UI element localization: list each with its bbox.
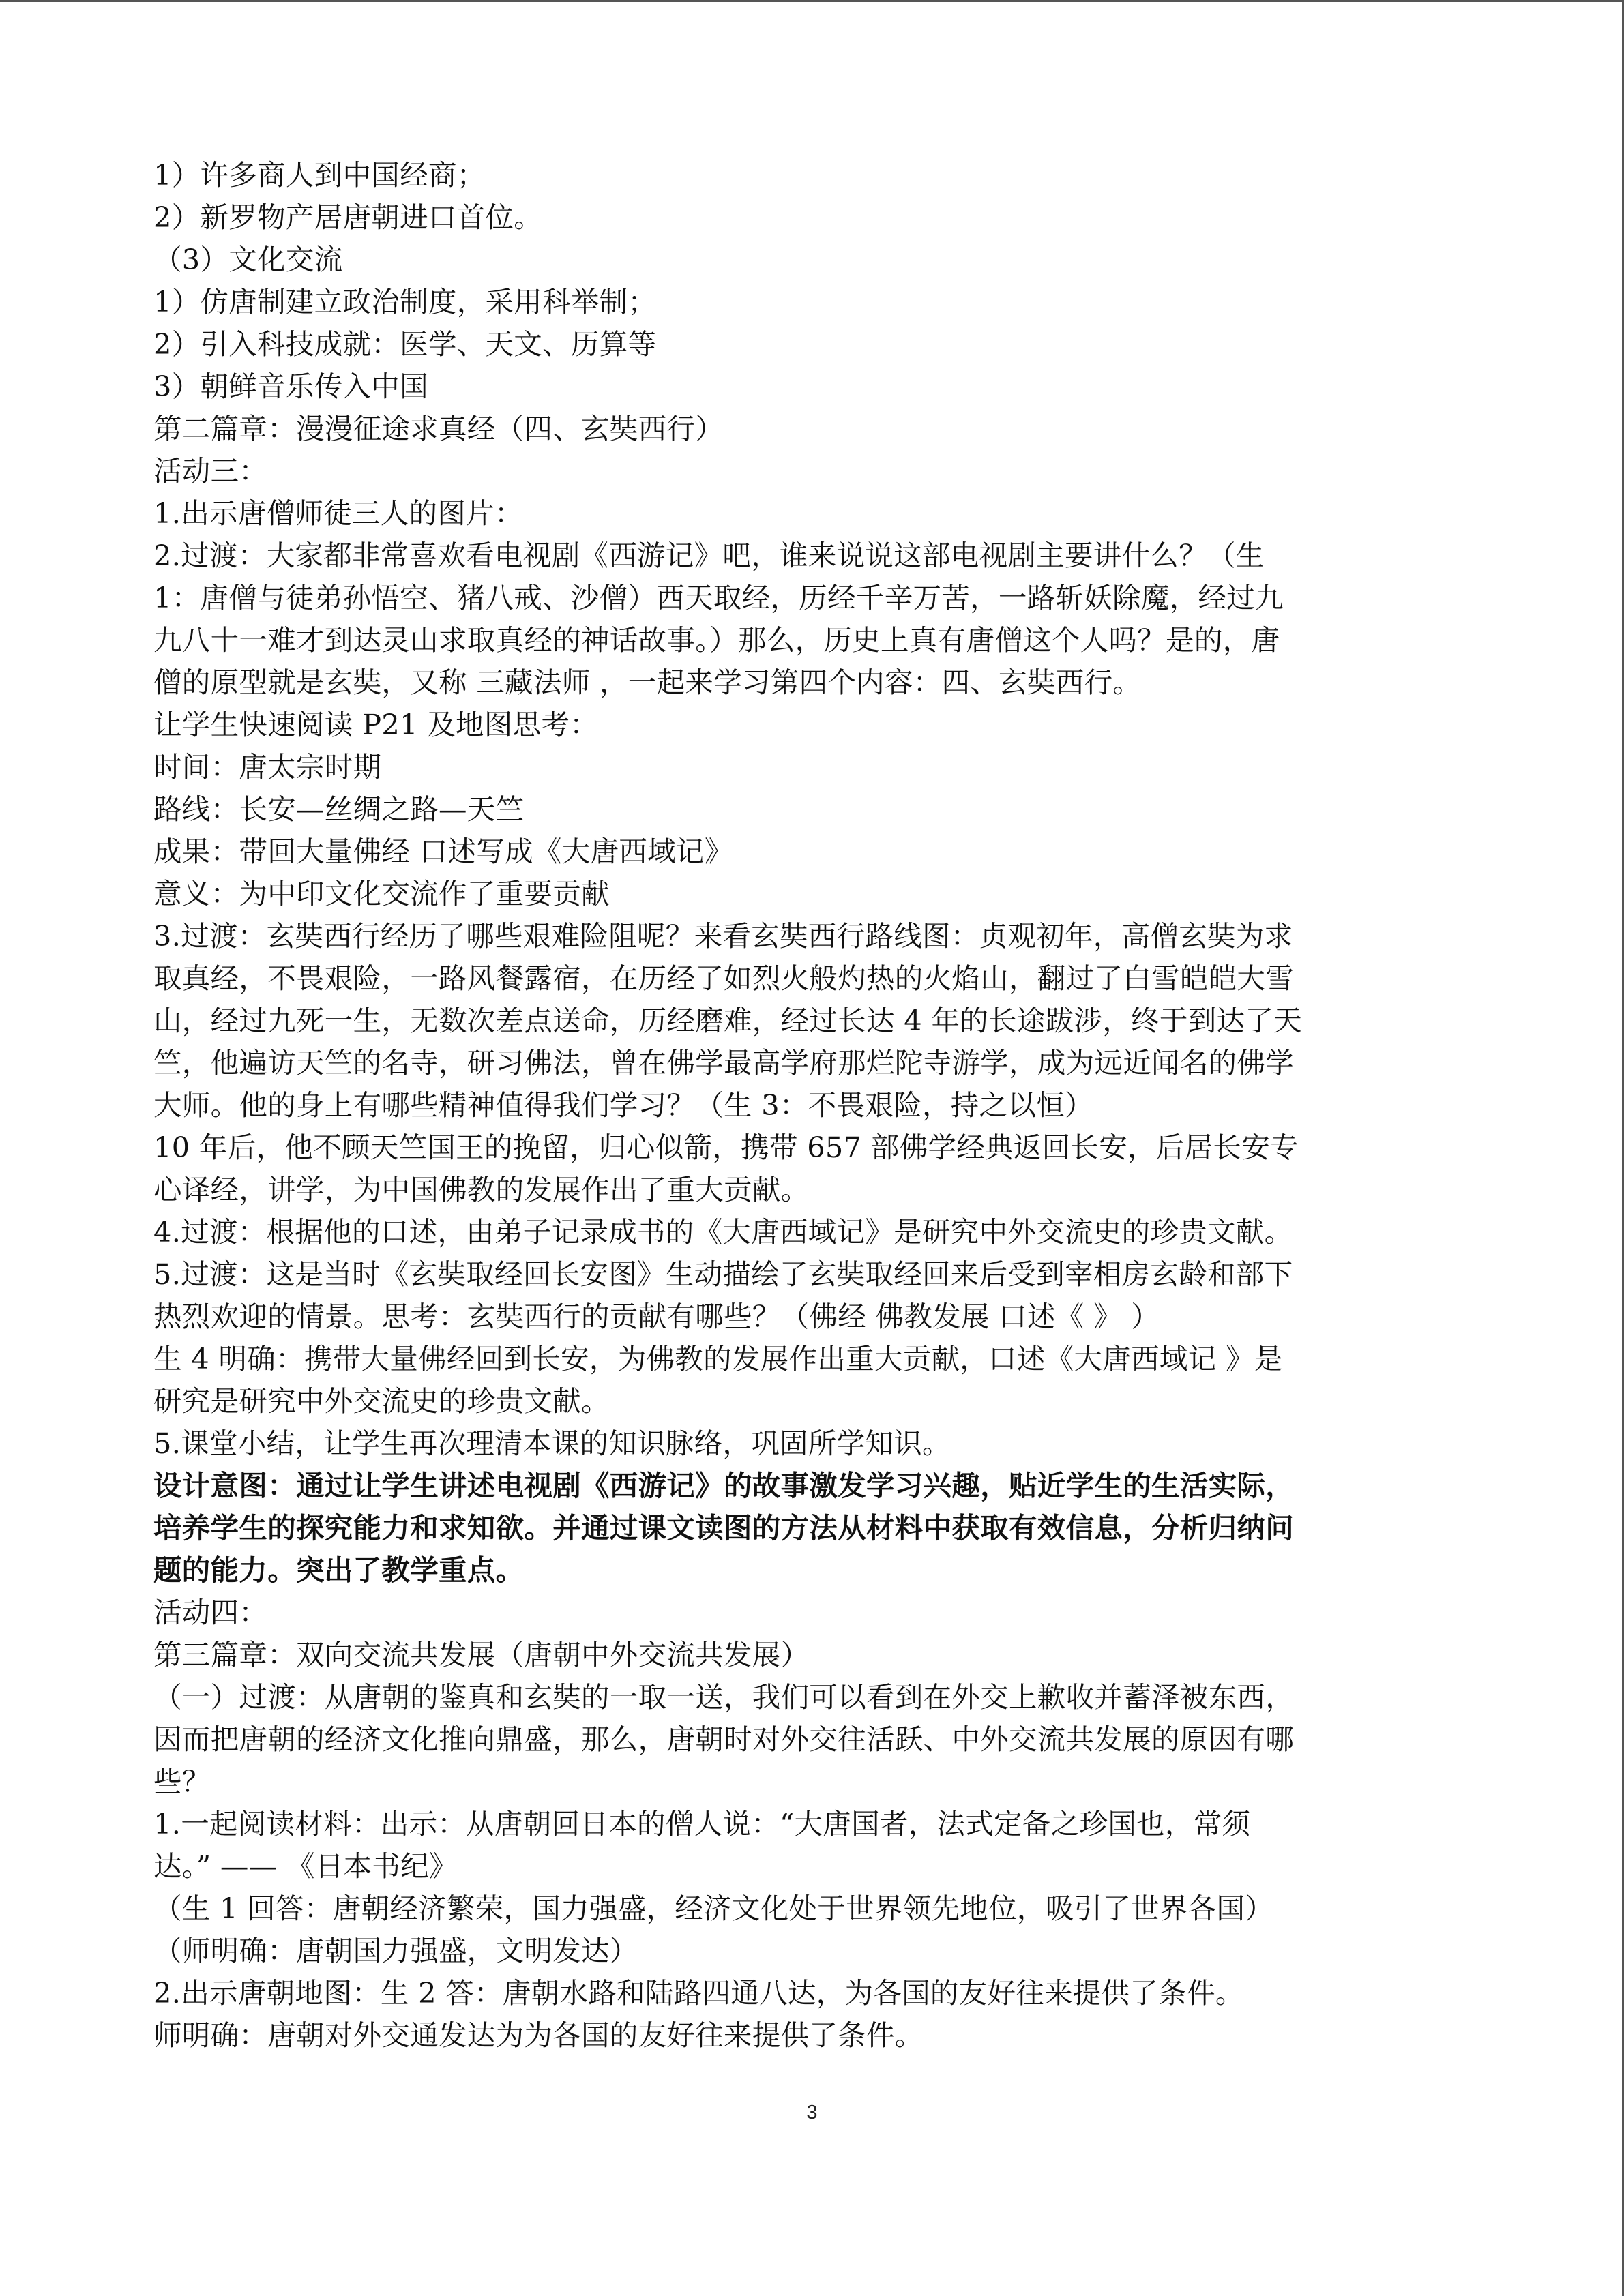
text-line: 2）引入科技成就：医学、天文、历算等 (153, 327, 657, 361)
text-line: 大师。他的身上有哪些精神值得我们学习？（生 3：不畏艰险，持之以恒） (153, 1088, 1093, 1122)
text-line: 研究是研究中外交流史的珍贵文献。 (153, 1384, 610, 1418)
document-body (153, 154, 1471, 2057)
text-line: 九八十一难才到达灵山求取真经的神话故事。）那么，历史上真有唐僧这个人吗？是的，唐 (153, 623, 1280, 657)
text-line: 路线：长安—丝绸之路—天竺 (153, 792, 525, 826)
text-line: 第三篇章：双向交流共发展（唐朝中外交流共发展） (153, 1638, 810, 1671)
page-top-border (0, 0, 1624, 2)
text-line: 心译经，讲学，为中国佛教的发展作出了重大贡献。 (153, 1173, 810, 1206)
text-line: （一）过渡：从唐朝的鉴真和玄奘的一取一送，我们可以看到在外交上歉收并蓄泽被东西， (153, 1680, 1295, 1714)
text-line: 10 年后，他不顾天竺国王的挽留，归心似箭，携带 657 部佛学经典返回长安，后居长安专 (153, 1131, 1299, 1164)
text-line: 1.出示唐僧师徒三人的图片： (153, 496, 523, 530)
text-line: 意义：为中印文化交流作了重要贡献 (153, 877, 610, 910)
text-line: 竺，他遍访天竺的名寺，研习佛法，曾在佛学最高学府那烂陀寺游学，成为远近闻名的佛学 (153, 1046, 1295, 1079)
text-line: 1.一起阅读材料：出示：从唐朝回日本的僧人说：“大唐国者，法式定备之珍国也，常须 (153, 1807, 1251, 1840)
text-line: 师明确：唐朝对外交通发达为为各国的友好往来提供了条件。 (153, 2018, 924, 2052)
text-line: 因而把唐朝的经济文化推向鼎盛，那么，唐朝时对外交往活跃、中外交流共发展的原因有哪 (153, 1723, 1295, 1756)
text-line: 3）朝鲜音乐传入中国 (153, 370, 428, 403)
text-line: 达。” —— 《日本书纪》 (153, 1849, 458, 1883)
text-line: 僧的原型就是玄奘，又称 三藏法师 ，一起来学习第四个内容：四、玄奘西行。 (153, 666, 1142, 699)
text-line: 取真经，不畏艰险，一路风餐露宿，在历经了如烈火般灼热的火焰山，翻过了白雪皑皑大雪 (153, 961, 1295, 995)
text-line: 3.过渡：玄奘西行经历了哪些艰难险阻呢？来看玄奘西行路线图：贞观初年，高僧玄奘为求 (153, 919, 1293, 953)
text-line: 时间：唐太宗时期 (153, 750, 382, 784)
text-line: （生 1 回答：唐朝经济繁荣，国力强盛，经济文化处于世界领先地位，吸引了世界各国） (153, 1892, 1274, 1925)
text-line: 2）新罗物产居唐朝进口首位。 (153, 200, 543, 234)
text-line: 4.过渡：根据他的口述，由弟子记录成书的《大唐西域记》是研究中外交流史的珍贵文献。 (153, 1215, 1293, 1249)
text-line: 活动三： (153, 454, 268, 488)
text-line: 2.过渡：大家都非常喜欢看电视剧《西游记》吧，谁来说说这部电视剧主要讲什么？（生 (153, 539, 1265, 572)
text-line: 让学生快速阅读 P21 及地图思考： (153, 708, 599, 741)
text-line: 些？ (153, 1765, 211, 1798)
design-intent-line: 设计意图：通过让学生讲述电视剧《西游记》的故事激发学习兴趣，贴近学生的生活实际， (153, 1469, 1295, 1502)
text-line: 成果：带回大量佛经 口述写成《大唐西域记》 (153, 835, 733, 868)
design-intent-line: 题的能力。突出了教学重点。 (153, 1553, 525, 1587)
text-line: 1：唐僧与徒弟孙悟空、猪八戒、沙僧）西天取经，历经千辛万苦，一路斩妖除魔，经过九 (153, 581, 1284, 614)
text-line: 山，经过九死一生，无数次差点送命，历经磨难，经过长达 4 年的长途跋涉，终于到达了天 (153, 1004, 1302, 1037)
page-number: 3 (806, 2102, 818, 2123)
text-line: 活动四： (153, 1596, 268, 1629)
text-line: 2.出示唐朝地图：生 2 答：唐朝水路和陆路四通八达，为各国的友好往来提供了条件。 (153, 1976, 1244, 2010)
text-line: 5.课堂小结，让学生再次理清本课的知识脉络，巩固所学知识。 (153, 1427, 951, 1460)
text-line: 1）许多商人到中国经商； (153, 158, 486, 192)
text-line: （师明确：唐朝国力强盛，文明发达） (153, 1934, 638, 1967)
text-line: 5.过渡：这是当时《玄奘取经回长安图》生动描绘了玄奘取经回来后受到宰相房玄龄和部下 (153, 1257, 1293, 1291)
text-line: （3）文化交流 (153, 243, 343, 276)
text-line: 第二篇章：漫漫征途求真经（四、玄奘西行） (153, 412, 724, 445)
text-line: 热烈欢迎的情景。思考：玄奘西行的贡献有哪些？（佛经 佛教发展 口述《 》 ） (153, 1300, 1160, 1333)
text-line: 1）仿唐制建立政治制度，采用科举制； (153, 285, 657, 318)
design-intent-line: 培养学生的探究能力和求知欲。并通过课文读图的方法从材料中获取有效信息，分析归纳问 (153, 1511, 1295, 1545)
text-line: 生 4 明确：携带大量佛经回到长安，为佛教的发展作出重大贡献，口述《大唐西域记 》是 (153, 1342, 1283, 1375)
